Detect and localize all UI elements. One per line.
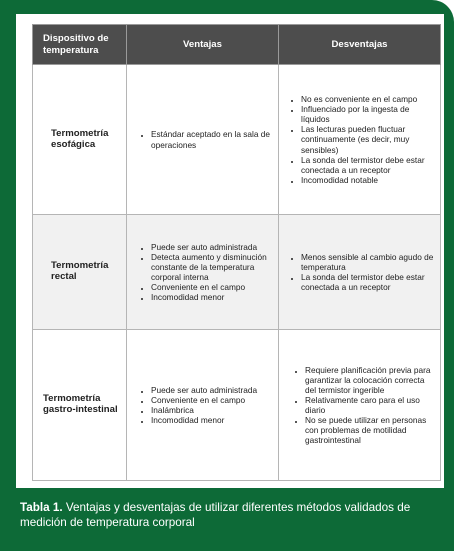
table-panel	[16, 14, 444, 488]
advantages-cell	[127, 65, 279, 215]
advantages-cell	[127, 215, 279, 330]
table-header-row	[33, 25, 441, 65]
list-item: • No es conveniente en el campo	[301, 94, 434, 104]
table-row-rectal	[33, 215, 441, 330]
list-item: • Requiere planificación previa para garantizar la colocación correcta del termistor ingerible	[305, 365, 434, 395]
list-item: • Puede ser auto administrada	[151, 385, 272, 395]
caption-label: Tabla 1.	[20, 501, 63, 514]
table-caption	[20, 500, 440, 531]
list-item: • Relativamente caro para el uso diario	[305, 395, 434, 415]
caption-text: Ventajas y desventajas de utilizar diferentes métodos validados de medición de temperatura corporal	[20, 501, 411, 530]
device-cell: Termometría rectal	[33, 215, 127, 330]
advantages-cell	[127, 330, 279, 481]
disadvantages-cell	[279, 330, 441, 481]
list-item: • La sonda del termistor debe estar conectada a un receptor	[301, 272, 434, 292]
list-item: • No se puede utilizar en personas con problemas de motilidad gastrointestinal	[305, 415, 434, 445]
list-item: • Detecta aumento y disminución constante de la temperatura corporal interna	[151, 252, 272, 282]
list-item: • Conveniente en el campo	[151, 282, 272, 292]
list-item: • Inalámbrica	[151, 405, 272, 415]
list-item: • Las lecturas pueden fluctuar continuamente (es decir, muy sensibles)	[301, 124, 434, 154]
list-item: • Menos sensible al cambio agudo de temperatura	[301, 252, 434, 272]
disadvantages-cell	[279, 65, 441, 215]
disadvantages-cell	[279, 215, 441, 330]
list-item: • La sonda del termistor debe estar conectada a un receptor	[301, 155, 434, 175]
device-cell: Termometría gastro-intestinal	[33, 330, 127, 481]
list-item: • Estándar aceptado en la sala de operaciones	[151, 129, 272, 149]
list-item: • Conveniente en el campo	[151, 395, 272, 405]
device-cell: Termometría esofágica	[33, 65, 127, 215]
list-item: • Influenciado por la ingesta de líquidos	[301, 104, 434, 124]
list-item: • Incomodidad notable	[301, 175, 434, 185]
table-row-esophageal	[33, 65, 441, 215]
table-row-gastrointestinal	[33, 330, 441, 481]
list-item: • Incomodidad menor	[151, 292, 272, 302]
list-item: • Puede ser auto administrada	[151, 242, 272, 252]
header-advantages: Ventajas	[127, 25, 279, 65]
header-disadvantages: Desventajas	[279, 25, 441, 65]
header-device: Dispositivo de temperatura	[33, 25, 127, 65]
comparison-table	[32, 24, 441, 481]
list-item: • Incomodidad menor	[151, 415, 272, 425]
